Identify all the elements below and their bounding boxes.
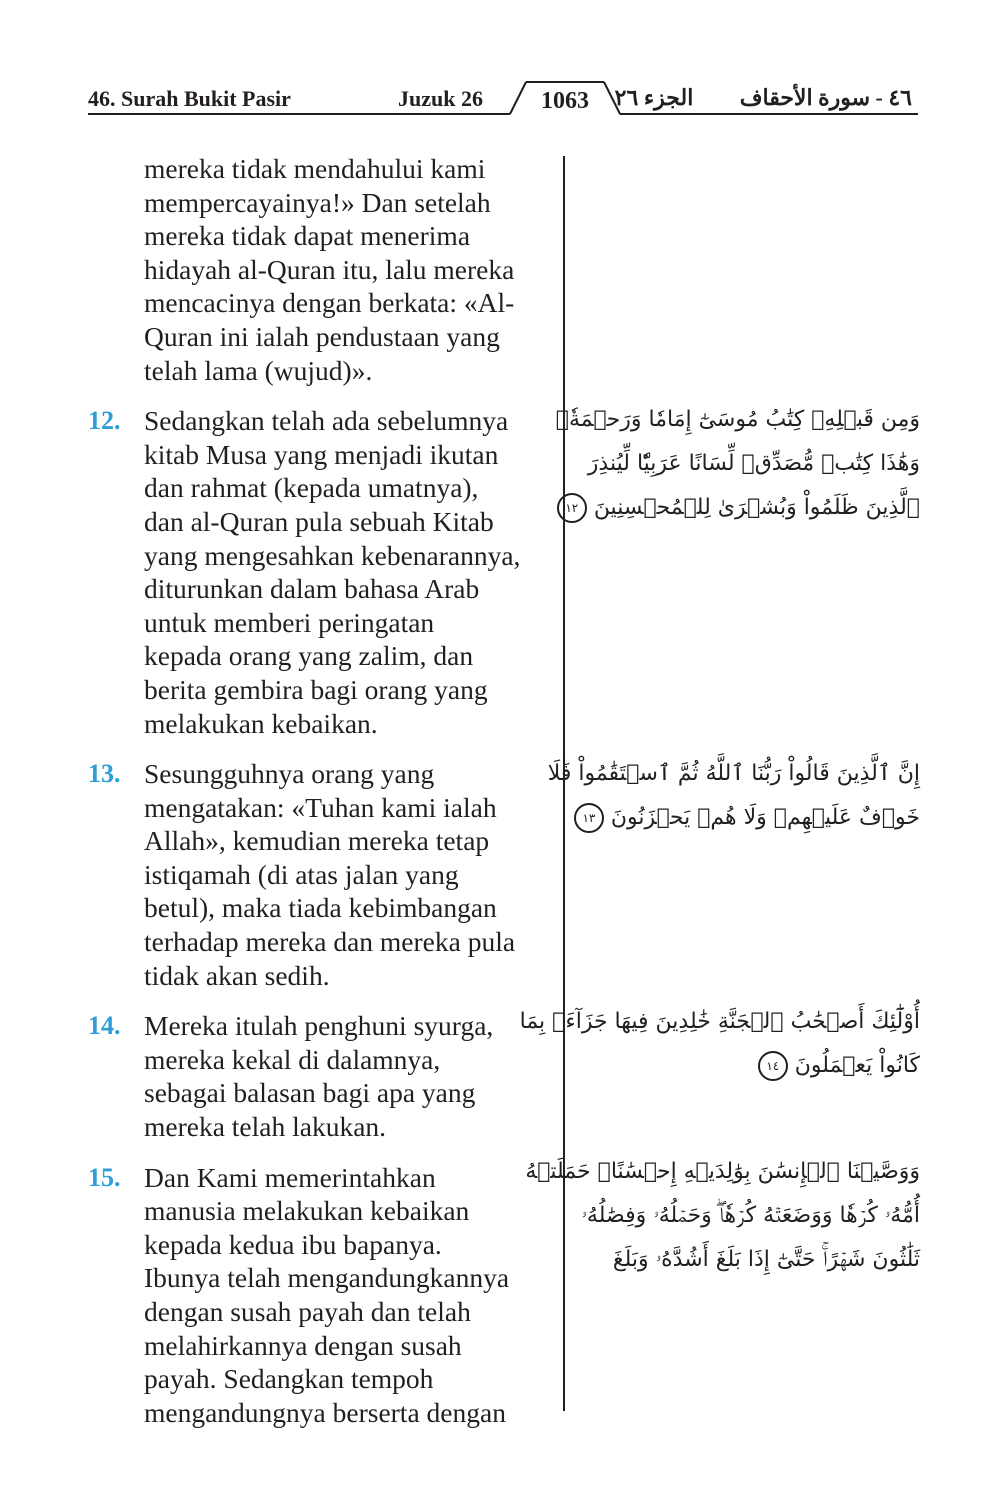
text-line: sebagai balasan bagi apa yang bbox=[144, 1077, 476, 1109]
text-line: melahirkannya dengan susah bbox=[144, 1329, 462, 1361]
text-line: mereka telah lakukan. bbox=[144, 1111, 387, 1143]
arabic-line: كَانُواْ يَعۡمَلُونَ bbox=[794, 1053, 920, 1078]
arabic-line: أُوْلَٰٓئِكَ أَصۡحَٰبُ ٱلۡجَنَّةِ خَٰلِدِينَ فِيهَا جَزَآءَۢ بِمَا bbox=[519, 1009, 920, 1034]
text-line: melakukan kebaikan. bbox=[144, 707, 378, 739]
text-line: diturunkan dalam bahasa Arab bbox=[144, 573, 480, 605]
text-line: dan al-Quran pula sebuah Kitab bbox=[144, 505, 494, 537]
arabic-line: أُمُّهُۥ كُرۡهٗا وَوَضَعَتۡهُ كُرۡهٗاۖ وَحَمۡلُهُۥ وَفِصَٰلُهُۥ bbox=[581, 1203, 920, 1228]
text-line: mereka kekal di dalamnya, bbox=[144, 1043, 441, 1075]
translation-continuation bbox=[88, 152, 558, 387]
arabic-ayah-13 bbox=[547, 752, 920, 840]
arabic-line: وَوَصَّيۡنَا ٱلۡإِنسَٰنَ بِوَٰلِدَيۡهِ إِحۡسَٰنًاۖ حَمَلَتۡهُ bbox=[525, 1159, 920, 1184]
text-line: Quran ini ialah pendustaan yang bbox=[144, 320, 500, 352]
text-line: mereka tidak dapat menerima bbox=[144, 220, 471, 252]
verse-number: 15. bbox=[88, 1162, 121, 1192]
page-number: 1063 bbox=[541, 88, 589, 114]
arabic-line: إِنَّ ٱلَّذِينَ قَالُواْ رَبُّنَا ٱللَّهُ ثُمَّ ٱسۡتَقَٰمُواْ فَلَا bbox=[547, 761, 920, 786]
text-line: Sesungguhnya orang yang bbox=[144, 758, 435, 790]
arabic-ayah-15 bbox=[525, 1150, 920, 1282]
verse-number: 14. bbox=[88, 1011, 121, 1041]
text-line: dengan susah payah dan telah bbox=[144, 1296, 471, 1327]
text-line: Ibunya telah mengandungkannya bbox=[144, 1262, 510, 1294]
verse-number: 13. bbox=[88, 759, 121, 789]
text-line: terhadap mereka dan mereka pula bbox=[144, 926, 516, 958]
text-line: Allah», kemudian mereka tetap bbox=[144, 825, 490, 857]
ayah-number-marker: ١٣ bbox=[574, 803, 604, 833]
arabic-line: خَوۡفٌ عَلَيۡهِمۡ وَلَا هُمۡ يَحۡزَنُونَ bbox=[610, 805, 920, 830]
arabic-line: وَهَٰذَا كِتَٰبٞ مُّصَدِّقٞ لِّسَانًا عَرَبِيّٗا لِّيُنذِرَ bbox=[587, 451, 920, 476]
text-line: dan rahmat (kepada umatnya), bbox=[144, 472, 479, 504]
page-header bbox=[0, 0, 1000, 130]
surah-title-arabic: ٤٦ - سورة الأحقاف bbox=[739, 85, 912, 110]
arabic-line: وَمِن قَبۡلِهِۦ كِتَٰبُ مُوسَىٰٓ إِمَامٗا وَرَحۡمَةٗۚ bbox=[555, 407, 920, 432]
text-line: payah. Sedangkan tempoh bbox=[144, 1363, 434, 1395]
text-line: mengatakan: «Tuhan kami ialah bbox=[144, 791, 497, 823]
verse-number: 12. bbox=[88, 406, 121, 436]
juzuk-label: Juzuk 26 bbox=[398, 86, 483, 111]
text-line: untuk memberi peringatan bbox=[144, 606, 435, 638]
translation-verse-12 bbox=[88, 404, 558, 740]
surah-title-latin: 46. Surah Bukit Pasir bbox=[88, 86, 291, 111]
text-line: mempercayainya!» Dan setelah bbox=[144, 186, 491, 218]
text-line: telah lama (wujud)». bbox=[144, 354, 373, 386]
text-line: istiqamah (di atas jalan yang bbox=[144, 858, 459, 890]
text-line: tidak akan sedih. bbox=[144, 959, 330, 991]
translation-verse-15 bbox=[88, 1161, 558, 1430]
text-line: Dan Kami memerintahkan bbox=[144, 1161, 436, 1193]
text-line: hidayah al-Quran itu, lalu mereka bbox=[144, 253, 515, 285]
text-line: kepada orang yang zalim, dan bbox=[144, 640, 474, 672]
text-line: manusia melakukan kebaikan bbox=[144, 1195, 470, 1227]
ayah-number-marker: ١٤ bbox=[758, 1051, 788, 1081]
text-line: Sedangkan telah ada sebelumnya bbox=[144, 405, 509, 437]
text-line: Mereka itulah penghuni syurga, bbox=[144, 1010, 494, 1042]
ayah-number-marker: ١٢ bbox=[557, 493, 587, 523]
text-line: mengandungnya berserta dengan bbox=[144, 1396, 506, 1428]
translation-column bbox=[88, 152, 558, 1429]
juzuk-label-arabic: الجزء ٢٦ bbox=[614, 85, 694, 110]
text-line: kepada kedua ibu bapanya. bbox=[144, 1228, 442, 1260]
text-line: yang mengesahkan kebenarannya, bbox=[144, 539, 521, 571]
text-line: berita gembira bagi orang yang bbox=[144, 673, 488, 705]
arabic-line: ٱلَّذِينَ ظَلَمُواْ وَبُشۡرَىٰ لِلۡمُحۡسِنِينَ bbox=[593, 495, 920, 520]
text-line: mencacinya dengan berkata: «Al- bbox=[144, 287, 515, 319]
text-line: betul), maka tiada kebimbangan bbox=[144, 892, 497, 924]
text-line: kitab Musa yang menjadi ikutan bbox=[144, 438, 499, 470]
arabic-line: ثَلَٰثُونَ شَهۡرًاۚ حَتَّىٰٓ إِذَا بَلَغَ أَشُدَّهُۥ وَبَلَغَ bbox=[612, 1247, 920, 1272]
translation-verse-13 bbox=[88, 757, 558, 992]
translation-verse-14 bbox=[88, 1009, 558, 1143]
text-line: mereka tidak mendahului kami bbox=[144, 153, 486, 184]
arabic-ayah-12 bbox=[555, 398, 920, 530]
arabic-ayah-14 bbox=[519, 1000, 920, 1088]
